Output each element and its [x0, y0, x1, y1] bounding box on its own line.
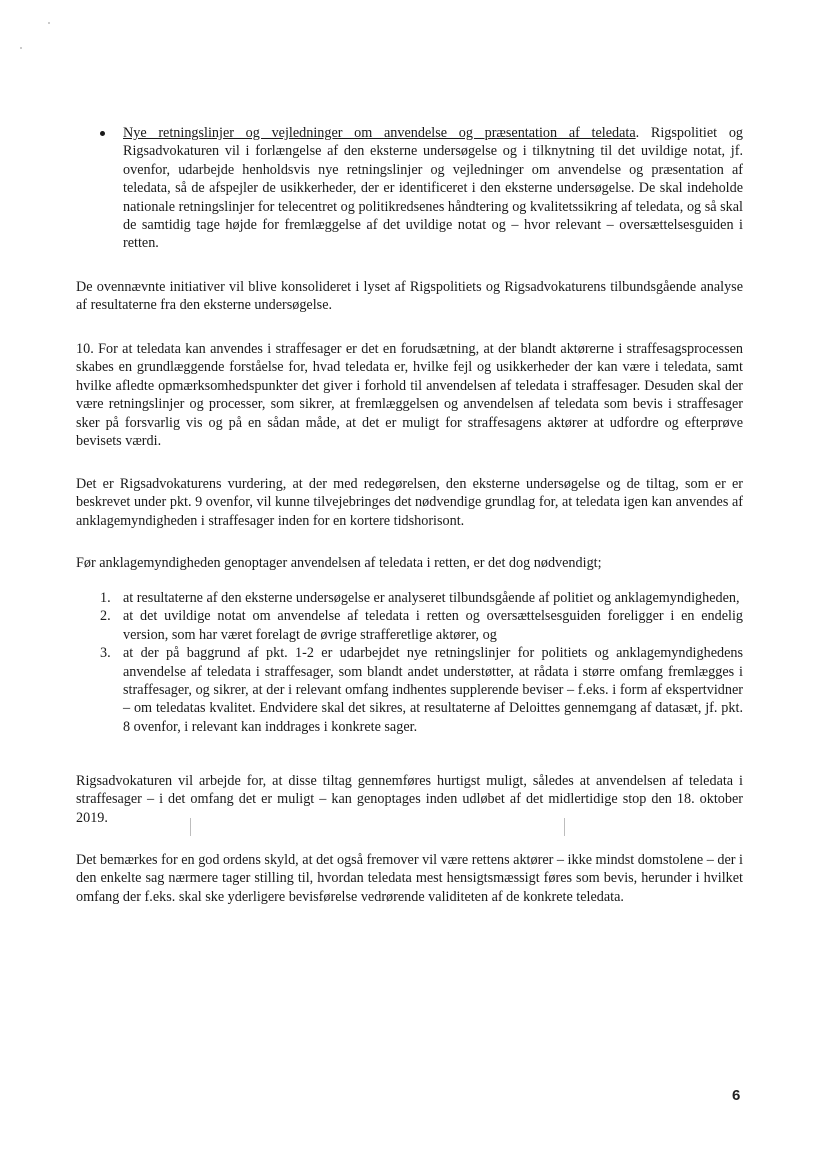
- paragraph-implementation: Rigsadvokaturen vil arbejde for, at disse tiltag gennemføres hurtigst muligt, således at anvendelsen af teledata i straffesager – i det omfang det er muligt – kan genoptages inden udløbet af det midlertidige stop den 18. oktober 2019.: [76, 773, 743, 826]
- paragraph-courts-role: Det bemærkes for en god ordens skyld, at det også fremover vil være rettens aktører – ikke mindst domstolene – der i den enkelte sag nærmere tager stilling til, hvordan teledata mest hensigtsmæssigt føres som bevis, herunder i hvilket omfang der f.eks. skal ske yderligere bevisførelse vedrørende validiteten af de konkrete teledata.: [76, 852, 743, 905]
- scan-speck: [20, 47, 22, 49]
- scan-mark: [190, 818, 191, 836]
- scan-mark: [564, 818, 565, 836]
- page-number: 6: [732, 1087, 741, 1104]
- bullet-title: Nye retningslinjer og vejledninger om anvendelse og præsentation af teledata: [123, 125, 636, 141]
- bullet-dot-icon: [100, 131, 105, 136]
- list-item-number: 2.: [100, 608, 111, 625]
- paragraph-section-10: 10. For at teledata kan anvendes i straffesager er det en forudsætning, at der blandt aktørerne i straffesagsprocessen skabes en grundlæggende forståelse for, hvad teledata er, hvilke fejl og usikkerheder der kan være i teledata, samt hvilke afledte opmærksomhedspunkter det giver i forhold til anvendelsen af teledata i straffesager. Desuden skal der være retningslinjer og processer, som sikrer, at fremlæggelsen og anvendelsen af teledata som bevis i straffesager sker på forsvarlig vis og på en sådan måde, at det er muligt for straffesagens aktører at udfordre og efterprøve bevisets værdi.: [76, 341, 743, 450]
- bullet-item: [100, 124, 743, 253]
- list-item-text: at der på baggrund af pkt. 1-2 er udarbejdet nye retningslinjer for politiets og anklagemyndighedens anvendelse af teledata i straffesager, som blandt andet understøtter, at rådata i større omfang fremlægges i straffesager, og sikrer, at der i relevant omfang indhentes supplerende beviser – f.eks. i form af ekspertvidner – om teledatas kvalitet. Endvidere skal det sikres, at resultaterne af Deloittes gennemgang af datasæt, jf. pkt. 8 ovenfor, i relevant kan inddrages i konkrete sager.: [123, 645, 743, 735]
- scan-speck: [48, 22, 50, 24]
- paragraph-consolidation: De ovennævnte initiativer vil blive konsolideret i lyset af Rigspolitiets og Rigsadvokaturens tilbundsgående analyse af resultaterne fra den eksterne undersøgelse.: [76, 279, 743, 314]
- list-item: [100, 607, 743, 644]
- prerequisites-list: [100, 589, 743, 736]
- paragraph-assessment: Det er Rigsadvokaturens vurdering, at der med redegørelsen, den eksterne undersøgelse og de tiltag, som er er beskrevet under pkt. 9 ovenfor, vil kunne tilvejebringes det nødvendige grundlag for, at teledata igen kan anvendes af anklagemyndigheden i straffesager inden for en kortere tidshorisont.: [76, 476, 743, 529]
- list-item: [100, 589, 743, 607]
- list-item-number: 1.: [100, 590, 111, 606]
- paragraph-prerequisites-intro: Før anklagemyndigheden genoptager anvendelsen af teledata i retten, er det dog nødvendigt;: [76, 555, 602, 571]
- bullet-body: . Rigspolitiet og Rigsadvokaturen vil i forlængelse af den eksterne undersøgelse og i tilknytning til det uvildige notat, jf. ovenfor, udarbejde henholdsvis nye retningslinjer og vejledninger om anvendelse og præsentation af teledata, så de afspejler de usikkerheder, der er identificeret i den eksterne undersøgelse. De skal indeholde nationale retningslinjer for telecentret og politikredsenes håndtering og kvalitetssikring af teledata, og så skal de samtidig tage højde for fremlæggelse af det uvildige notat og – hvor relevant – oversættelsesguiden i retten.: [123, 125, 744, 252]
- bullet-paragraph: [123, 124, 743, 253]
- list-item-text: at resultaterne af den eksterne undersøgelse er analyseret tilbundsgående af politiet og anklagemyndigheden,: [123, 590, 740, 606]
- list-item: [100, 644, 743, 736]
- list-item-number: 3.: [100, 645, 111, 662]
- list-item-text: at det uvildige notat om anvendelse af teledata i retten og oversættelsesguiden foreligger i en endelig version, som har været forelagt de øvrige strafferetlige aktører, og: [123, 608, 743, 643]
